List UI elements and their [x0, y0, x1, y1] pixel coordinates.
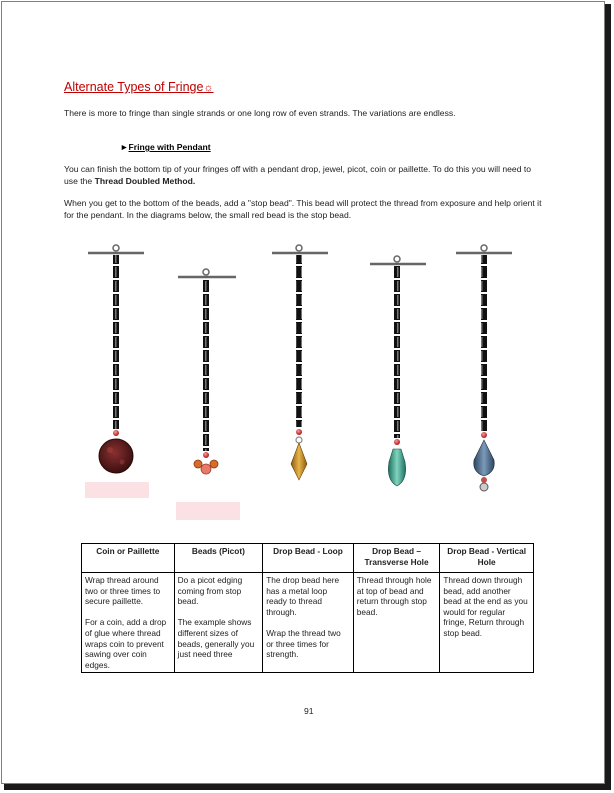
table-cell	[82, 573, 175, 673]
cell-text: Thread through hole at top of bead and return through stop bead.	[356, 575, 432, 617]
cell-text: For a coin, add a drop of glue where thread wraps coin to prevent sawing over coin edges.	[85, 617, 167, 670]
cell-text: Wrap the thread two or three times for strength.	[266, 627, 341, 660]
table-cell	[353, 573, 440, 673]
table-cell	[263, 573, 354, 673]
table-header-cell: Drop Bead - Vertical Hole	[440, 544, 534, 573]
paragraph-thread-method-text: You can finish the bottom tip of your fringes off with a pendant drop, jewel, picot, coin or paillette. To do this you will need to use the	[64, 164, 532, 186]
table-header-cell: Drop Bead - Loop	[263, 544, 354, 573]
table-row	[82, 573, 534, 673]
table-header-cell: Coin or Paillette	[82, 544, 175, 573]
cell-text: The example shows different sizes of beads, generally you just need three	[177, 617, 255, 660]
page-shadow-bottom	[4, 784, 611, 790]
intro-paragraph: There is more to fringe than single strands or one long row of even strands. The variations are endless.	[64, 108, 456, 118]
diagram-drop-loop	[272, 245, 328, 480]
table-cell	[174, 573, 263, 673]
diagram-picot	[176, 269, 240, 520]
subheading-label: Fringe with Pendant	[128, 142, 211, 152]
table-cell	[440, 573, 534, 673]
table-header-row	[82, 544, 534, 573]
table-header-cell: Drop Bead – Transverse Hole	[353, 544, 440, 573]
pendant-types-table	[81, 543, 534, 673]
diagram-drop-transverse	[370, 256, 426, 486]
cell-text: Wrap thread around two or three times to secure paillette.	[85, 575, 161, 607]
cell-text: Thread down through bead, add another bead at the end as you would for regular fringe, Return through stop bead.	[443, 575, 528, 638]
bullet-arrow-icon: ►	[120, 142, 129, 152]
diagram-coin	[85, 245, 149, 498]
table-header-cell: Beads (Picot)	[174, 544, 263, 573]
swirl-icon: ☼	[203, 82, 214, 94]
cell-text: Do a picot edging coming from stop bead.	[177, 575, 243, 607]
thread-doubled-method-label: Thread Doubled Method.	[94, 175, 196, 186]
title-text: Alternate Types of Fringe	[64, 80, 204, 94]
paragraph-stop-bead: When you get to the bottom of the beads, add a "stop bead". This bead will protect the thread from exposure and help orient it for the pendant. In the diagrams below, the small red bead is the stop bead.	[64, 198, 542, 220]
diagram-drop-vertical	[456, 245, 512, 491]
cell-text: The drop bead here has a metal loop ready to thread through.	[266, 575, 340, 617]
page-number: 91	[304, 706, 314, 716]
